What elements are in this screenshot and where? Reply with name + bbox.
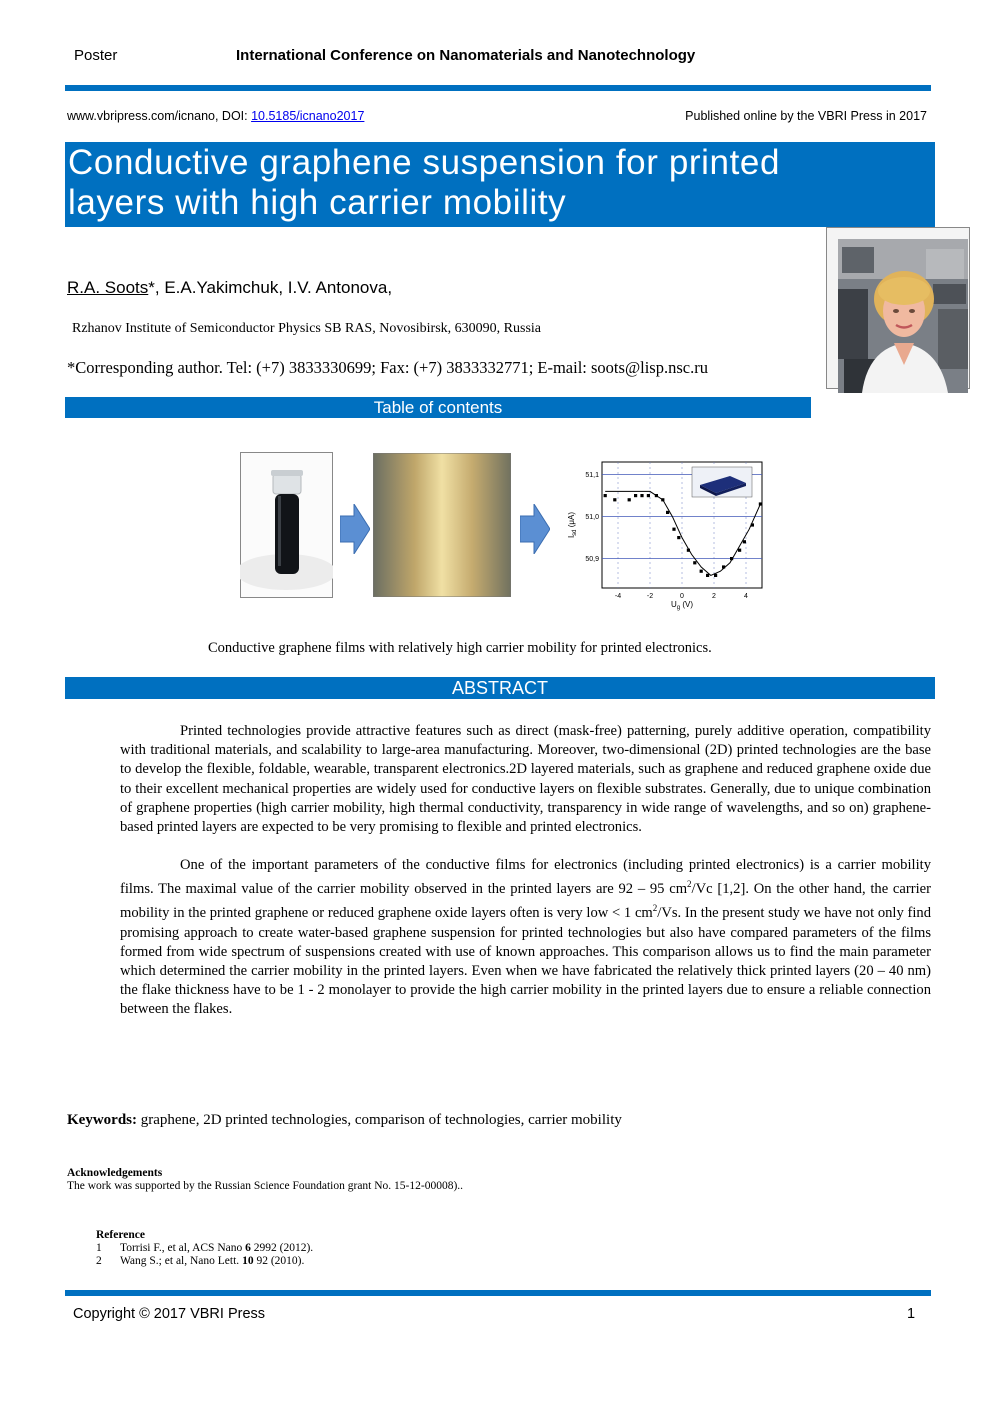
data-point bbox=[677, 536, 680, 539]
data-point bbox=[655, 494, 658, 497]
data-point bbox=[628, 498, 631, 501]
footer-rule bbox=[65, 1290, 931, 1296]
arrow-icon bbox=[340, 504, 370, 554]
data-point bbox=[730, 557, 733, 560]
references bbox=[96, 1229, 313, 1268]
toc-heading: Table of contents bbox=[65, 397, 811, 418]
x-tick-label: 0 bbox=[680, 593, 684, 600]
page-number: 1 bbox=[907, 1306, 916, 1322]
data-point bbox=[634, 494, 637, 497]
site-prefix: www.vbripress.com/icnano, DOI: bbox=[67, 109, 252, 123]
title-line-2: layers with high carrier mobility bbox=[68, 183, 567, 222]
data-point bbox=[759, 502, 762, 505]
abstract-paragraph-2: One of the important parameters of the conductive films for electronics (including printed electronics) is a carrier mobility films. The maximal value of the carrier mobility observed in the printed layers are 92 – 95 $cm^2/Vc$ [1,2]. On the other hand, the carrier mobility in the printed graphene or reduced graphene oxide layers often is very low < 1 $cm^2/Vs$. In the present study we have not only find promising approach to create water-based graphene suspension for printed technologies but also have compared parameters of the films formed from wide spectrum of suspensions created with use of known approaches. This comparison allows us to find the main parameter which determined the carrier mobility in the printed layers. Even when we have fabricated the relatively thick printed layers (20 – 40 nm) the flake thickness have to be 1 - 2 monolayer to provide the high carrier mobility in the printed layers due to ensure a reliable connection between the flakes. bbox=[120, 857, 931, 1018]
abstract-body bbox=[120, 722, 931, 1020]
data-point bbox=[706, 574, 709, 577]
reference-item: 1 Torrisi F., et al, ACS Nano 6 2992 (2012). bbox=[96, 1242, 314, 1254]
data-point bbox=[722, 565, 725, 568]
acknowledgements-heading: Acknowledgements bbox=[67, 1167, 163, 1179]
authors bbox=[67, 278, 392, 298]
acknowledgements-text: The work was supported by the Russian Science Foundation grant No. 15-12-00008).. bbox=[67, 1180, 464, 1192]
keywords bbox=[67, 1112, 622, 1129]
abstract-paragraph-1: Printed technologies provide attractive features such as direct (mask-free) patterning, purely additive operation, compatibility with traditional materials, and scalability to large-area manufacturing. Moreover, two-dimensional (2D) printed technologies are the base to develop the flexible, foldable, wearable, transparent electronics.2D layered materials, such as graphene and reduced graphene oxide due to their excellent mechanical properties are widely used for conductive layers on flexible substrates. Generally, due to unique combination of graphene properties (high carrier mobility, high thermal conductivity, transparency in wide range of wavelengths, and so on) graphene-based printed layers are expected to be very promising to flexible and printed electronics. bbox=[120, 723, 931, 836]
author-photo-image bbox=[838, 239, 968, 393]
data-point bbox=[743, 540, 746, 543]
references-heading: Reference bbox=[96, 1229, 145, 1241]
arrow-icon bbox=[520, 504, 550, 554]
y-axis-label: $I_{sd}$ (μA) bbox=[567, 511, 578, 539]
x-tick-label: -4 bbox=[614, 593, 622, 600]
poster-label: Poster bbox=[74, 47, 118, 64]
doi-link[interactable]: 10.5185/icnano2017 bbox=[251, 109, 365, 123]
x-tick-label: 4 bbox=[744, 593, 748, 600]
data-point bbox=[751, 523, 754, 526]
data-point bbox=[647, 494, 650, 497]
author-soots: R.A. Soots bbox=[67, 278, 149, 297]
data-point bbox=[640, 494, 643, 497]
x-tick-label: 2 bbox=[712, 593, 716, 600]
data-point bbox=[613, 498, 616, 501]
data-point bbox=[687, 549, 690, 552]
data-point bbox=[672, 528, 675, 531]
mobility-chart bbox=[560, 452, 770, 612]
author-others: *, E.A.Yakimchuk, I.V. Antonova, bbox=[148, 278, 393, 297]
paper-title bbox=[68, 143, 780, 223]
data-point bbox=[604, 494, 607, 497]
keywords-text: graphene, 2D printed technologies, comparison of technologies, carrier mobility bbox=[137, 1112, 622, 1128]
device-inset bbox=[692, 467, 752, 497]
film-micrograph bbox=[373, 453, 511, 597]
x-axis-label: $U_g$ (V) bbox=[670, 600, 694, 611]
acknowledgements bbox=[67, 1167, 502, 1193]
reference-item: 2 Wang S.; et al, Nano Lett. 10 92 (2010). bbox=[96, 1255, 305, 1267]
title-line-1: Conductive graphene suspension for printed bbox=[68, 143, 781, 182]
x-tick-label: -2 bbox=[646, 593, 654, 600]
data-point bbox=[693, 561, 696, 564]
keywords-label: Keywords: bbox=[67, 1112, 137, 1128]
data-point bbox=[700, 570, 703, 573]
data-point bbox=[661, 498, 664, 501]
y-tick-label: 51,1 bbox=[585, 472, 599, 480]
toc-caption: Conductive graphene films with relatively high carrier mobility for printed electronics. bbox=[208, 640, 712, 656]
y-tick-label: 51,0 bbox=[585, 514, 599, 522]
data-point bbox=[666, 511, 669, 514]
abstract-heading: ABSTRACT bbox=[65, 677, 935, 699]
y-tick-label: 50,9 bbox=[585, 556, 599, 564]
affiliation: Rzhanov Institute of Semiconductor Physics SB RAS, Novosibirsk, 630090, Russia bbox=[72, 321, 541, 336]
corresponding-author: *Corresponding author. Tel: (+7) 3833330699; Fax: (+7) 3833332771; E-mail: soots@lisp.nsc.ru bbox=[67, 358, 708, 377]
published-line: Published online by the VBRI Press in 2017 bbox=[685, 109, 927, 123]
header-rule bbox=[65, 85, 931, 91]
meta-line bbox=[67, 109, 364, 123]
copyright: Copyright © 2017 VBRI Press bbox=[73, 1306, 266, 1322]
conference-name: International Conference on Nanomaterials and Nanotechnology bbox=[236, 47, 696, 64]
vial-photo bbox=[240, 452, 333, 598]
data-point bbox=[714, 574, 717, 577]
data-point bbox=[738, 549, 741, 552]
